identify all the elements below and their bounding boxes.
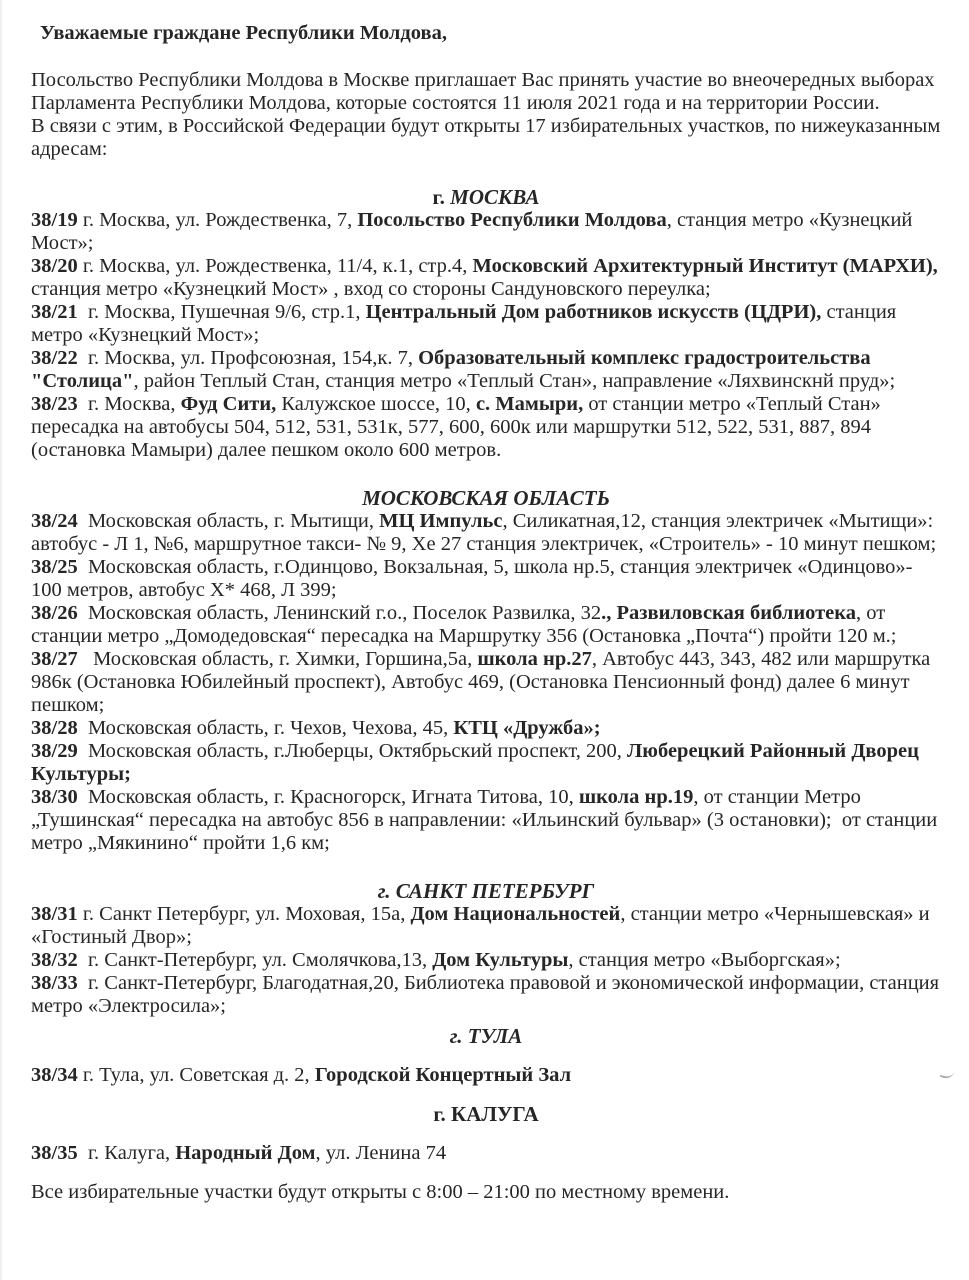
entry-38-20-text: г. Москва, ул. Рождественка, 11/4, к.1, стр.4,: [77, 255, 473, 277]
document-title-text: Уважаемые граждане Республики Молдова,: [40, 22, 447, 44]
entry-38-21-text: станция метро «Кузнецкий Мост»;: [31, 301, 902, 346]
entry-38-27-text: 38/27: [31, 648, 78, 670]
entry-38-30-text: Московская область, г. Красногорск, Игната Титова, 10,: [77, 786, 579, 808]
entry-38-21-text: 38/21: [31, 301, 78, 323]
entry-38-27-text: , Автобус 443, 343, 482 или маршрутка 986к (Остановка Юбилейный проспект), Автобус 469, (Остановка Пенсионный фонд) далее 6 минут пешком;: [31, 648, 936, 716]
closing-note: [31, 1181, 941, 1204]
entry-38-33-text: г. Санкт-Петербург, Благодатная,20, Библиотека правовой и экономической информации, станция метро «Электросила»;: [31, 972, 945, 1017]
entry-38-19-text: 38/19: [31, 209, 78, 231]
entry-38-24-text: , Силикатная,12, станция электричек «Мытищи»: автобус - Л 1, №6, маршрутное такси- № 9, Хе 27 станция электричек, «Строитель» - 10 минут пешком;: [31, 510, 939, 555]
entry-38-26-text: , от станции метро „Домодедовская“ пересадка на Маршрутку 356 (Остановка „Почта“) пройти 120 м.;: [31, 602, 897, 647]
entry-38-34-text: г. Тула, ул. Советская д. 2,: [77, 1064, 315, 1086]
entry-38-20-text: Московский Архитектурный Институт (МАРХИ),: [472, 255, 938, 277]
entry-38-32-text: Дом Культуры: [432, 949, 569, 971]
entry-38-19: [31, 209, 941, 255]
heading-tula: [31, 1025, 941, 1048]
entry-38-34: [31, 1064, 941, 1087]
entry-38-29: [31, 740, 941, 786]
entry-38-35-text: г. Калуга,: [77, 1142, 176, 1164]
entry-38-27: [31, 648, 941, 717]
entry-38-31-text: 38/31: [31, 903, 78, 925]
entry-38-26-text: ., Развиловская библиотека: [601, 602, 857, 624]
entry-38-20-text: 38/20: [31, 255, 78, 277]
entry-38-26-text: 38/26: [31, 602, 78, 624]
entry-38-22: [31, 347, 941, 393]
entry-38-31-text: , станции метро «Чернышевская» и «Гостиный Двор»;: [31, 903, 935, 948]
entry-38-22-text: , район Теплый Стан, станция метро «Теплый Стан», направление «Ляхвинскнй пруд»;: [133, 370, 896, 392]
entry-38-22-text: Образовательный комплекс градостроительства "Столица": [31, 347, 876, 392]
entry-38-35-text: 38/35: [31, 1142, 78, 1164]
entry-38-28: [31, 717, 941, 740]
heading-kaluga-text: г. КАЛУГА: [433, 1102, 539, 1126]
entry-38-27-text: Московская область, г. Химки, Горшина,5а,: [77, 648, 478, 670]
entry-38-27-text: школа нр.27: [477, 648, 592, 670]
entry-38-23-text: с. Мамыри,: [475, 393, 584, 415]
entry-38-22-text: 38/22: [31, 347, 78, 369]
entry-38-30: [31, 786, 941, 855]
heading-saint-petersburg: [31, 880, 941, 903]
entry-38-34-text: Городской Концертный Зал: [314, 1064, 572, 1086]
entry-38-32-text: , станция метро «Выборгская»;: [568, 949, 841, 971]
heading-moscow-region-text: МОСКОВСКАЯ ОБЛАСТЬ: [362, 486, 610, 510]
heading-moscow: [31, 186, 941, 209]
entry-38-23-text: Калужское шоссе, 10,: [276, 393, 476, 415]
heading-moscow-region: [31, 487, 941, 510]
entry-38-35: [31, 1142, 941, 1165]
document-title: [31, 22, 941, 45]
entry-38-19-text: , станция метро «Кузнецкий Мост»;: [31, 209, 918, 254]
heading-kaluga: [31, 1103, 941, 1126]
entry-38-29-text: Люберецкий Районный Дворец Культуры;: [31, 740, 925, 785]
entry-38-24-text: 38/24: [31, 510, 78, 532]
entry-38-32-text: г. Санкт-Петербург, ул. Смолячкова,13,: [77, 949, 433, 971]
entry-38-21: [31, 301, 941, 347]
entry-38-31: [31, 903, 941, 949]
entry-38-31-text: г. Санкт Петербург, ул. Моховая, 15а,: [77, 903, 411, 925]
entry-38-21-text: Центральный Дом работников искусств (ЦДРИ),: [365, 301, 822, 323]
entry-38-25: [31, 556, 941, 602]
entry-38-33-text: 38/33: [31, 972, 78, 994]
entry-38-19-text: г. Москва, ул. Рождественка, 7,: [77, 209, 358, 231]
entry-38-29-text: 38/29: [31, 740, 78, 762]
entry-38-23-text: Фуд Сити,: [180, 393, 277, 415]
entry-38-22-text: г. Москва, ул. Профсоюзная, 154,к. 7,: [77, 347, 419, 369]
intro-paragraph-2: [31, 115, 946, 161]
entry-38-29-text: Московская область, г.Люберцы, Октябрьский проспект, 200,: [77, 740, 628, 762]
entry-38-28-text: КТЦ «Дружба»;: [453, 717, 601, 739]
heading-tula-text: г. ТУЛА: [449, 1024, 523, 1048]
intro-paragraph-2-text: В связи с этим, в Российской Федерации будут открыты 17 избирательных участков, по нижеуказанным адресам:: [31, 115, 946, 160]
entry-38-30-text: 38/30: [31, 786, 78, 808]
entry-38-23: [31, 393, 941, 462]
entry-38-35-text: Народный Дом: [175, 1142, 316, 1164]
entry-38-35-text: , ул. Ленина 74: [315, 1142, 447, 1164]
heading-moscow-text: МОСКВА: [450, 185, 540, 209]
entry-38-23-text: г. Москва,: [77, 393, 181, 415]
entry-38-28-text: Московская область, г. Чехов, Чехова, 45,: [77, 717, 454, 739]
entry-38-26-text: Московская область, Ленинский г.о., Поселок Развилка, 32: [77, 602, 602, 624]
heading-saint-petersburg-text: г. САНКТ ПЕТЕРБУРГ: [377, 879, 595, 903]
entry-38-32: [31, 949, 941, 972]
entry-38-30-text: , от станции Метро „Тушинская“ пересадка на автобус 856 в направлении: «Ильинский бульвар» (3 остановки); от станции метро „Мякинино“ пройти 1,6 км;: [31, 786, 943, 854]
entry-38-20: [31, 255, 941, 301]
entry-38-28-text: 38/28: [31, 717, 78, 739]
entry-38-24-text: Московская область, г. Мытищи,: [77, 510, 380, 532]
entry-38-30-text: школа нр.19: [578, 786, 694, 808]
entry-38-34-text: 38/34: [31, 1064, 78, 1086]
entry-38-25-text: 38/25: [31, 556, 78, 578]
entry-38-24: [31, 510, 941, 556]
heading-moscow-text: г.: [432, 185, 451, 209]
entry-38-21-text: г. Москва, Пушечная 9/6, стр.1,: [77, 301, 366, 323]
intro-paragraph-1-text: Посольство Республики Молдова в Москве приглашает Вас принять участие во внеочередных выборах Парламента Республики Молдова, которые состоятся 11 июля 2021 года и на территории России.: [31, 69, 940, 114]
entry-38-24-text: МЦ Импульс: [379, 510, 503, 532]
closing-note-text: Все избирательные участки будут открыты с 8:00 – 21:00 по местному времени.: [31, 1181, 730, 1203]
entry-38-33: [31, 972, 945, 1018]
intro-paragraph-1: [31, 69, 941, 115]
entry-38-23-text: 38/23: [31, 393, 78, 415]
entry-38-31-text: Дом Национальностей: [410, 903, 621, 925]
entry-38-23-text: от станции метро «Теплый Стан» пересадка на автобусы 504, 512, 531, 531к, 577, 600, 600к или маршрутки 512, 522, 531, 887, 894 (остановка Мамыри) далее пешком около 600 метров.: [31, 393, 886, 461]
entry-38-20-text: станция метро «Кузнецкий Мост» , вход со стороны Сандуновского переулка;: [31, 255, 943, 300]
entry-38-26: [31, 602, 941, 648]
entry-38-19-text: Посольство Республики Молдова: [357, 209, 667, 231]
entry-38-32-text: 38/32: [31, 949, 78, 971]
entry-38-25-text: Московская область, г.Одинцово, Вокзальная, 5, школа нр.5, станция электричек «Одинцово»- 100 метров, автобус Х* 468, Л 399;: [31, 556, 918, 601]
